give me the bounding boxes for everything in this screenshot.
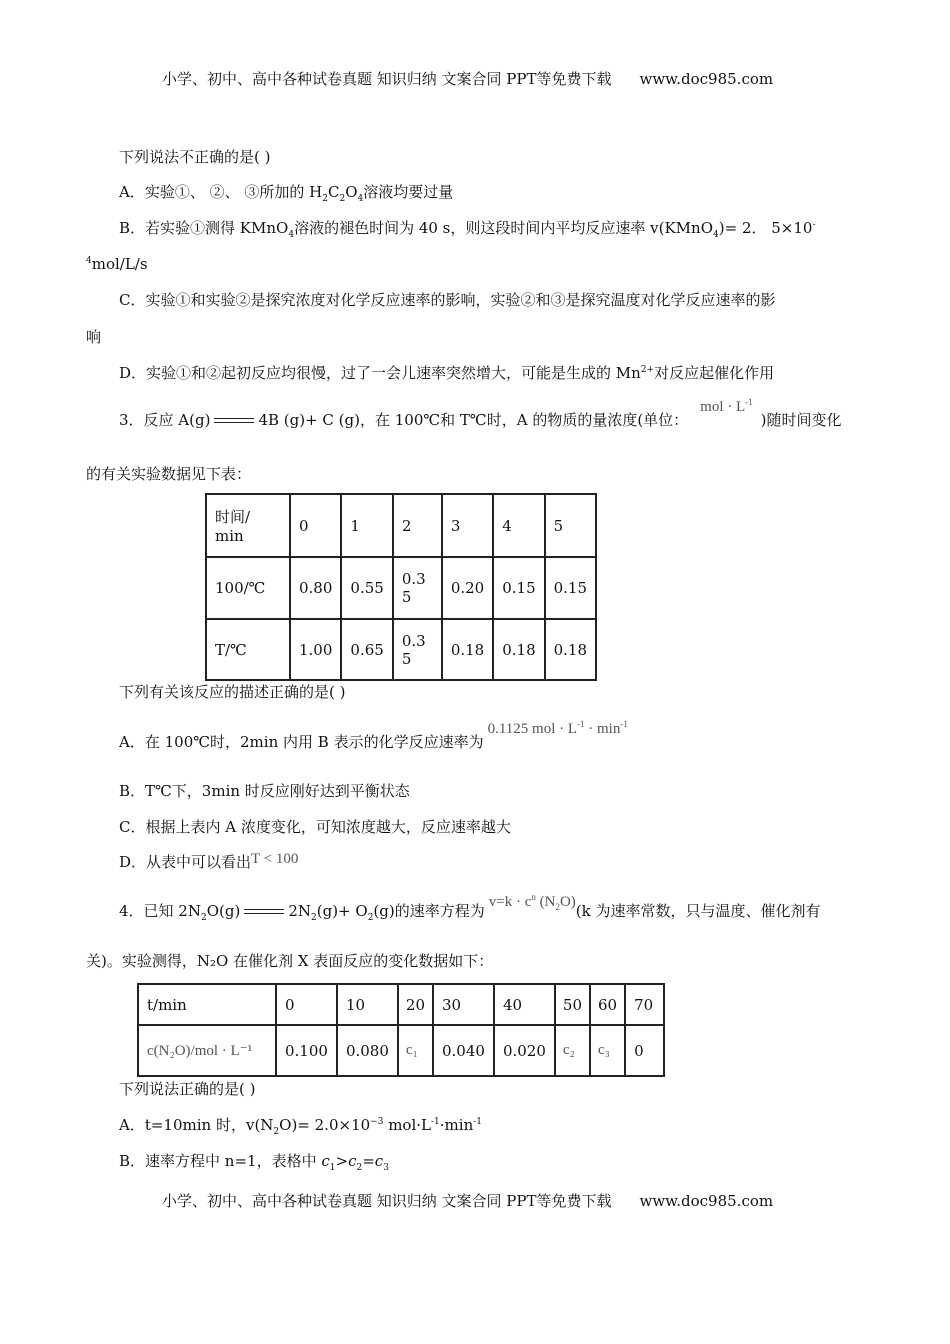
text-segment: 2 <box>555 902 560 912</box>
text-segment: mol·L <box>383 1116 431 1134</box>
text-segment: 2 <box>356 1163 363 1173</box>
text-segment: )= 2． 5×10 <box>718 219 813 237</box>
table-cell: 60 <box>590 984 625 1025</box>
table-row <box>206 494 596 557</box>
text-segment: c <box>348 1152 357 1170</box>
table-cell: c₃ <box>590 1025 625 1076</box>
text-segment: B．若实验①测得 KMnO <box>119 219 289 237</box>
q3-stem-cont: 的有关实验数据见下表： <box>86 465 252 483</box>
equilibrium-arrow-icon <box>244 907 284 917</box>
text-segment: -1 <box>431 1117 440 1127</box>
text-segment: 4．已知 2N <box>119 902 201 920</box>
table-cell: 0.55 <box>341 557 392 619</box>
table-cell: 0.15 <box>545 557 596 619</box>
rate-equation <box>489 894 576 910</box>
table-cell: 50 <box>555 984 590 1025</box>
text-segment: c <box>374 1152 384 1170</box>
table-row <box>138 1025 664 1076</box>
text-segment: c <box>321 1152 330 1170</box>
table-cell: t/min <box>138 984 276 1025</box>
table-cell: 0.080 <box>337 1025 398 1076</box>
text-segment: 2N <box>288 902 311 920</box>
table-cell: c₁ <box>398 1025 433 1076</box>
text-segment: 4 <box>713 230 719 240</box>
text-segment: C <box>327 183 340 201</box>
text-segment: -1 <box>577 719 585 729</box>
text-segment: ·min <box>439 1116 474 1134</box>
text-segment: 2 <box>273 1127 280 1137</box>
table-cell: 1.00 <box>290 619 341 680</box>
text-segment: 4B (g)+ C (g)，在 100℃和 T℃时，A 的物质的量浓度(单位： <box>258 411 689 429</box>
q3-stem <box>119 397 842 430</box>
table-cell: 0.18 <box>493 619 544 680</box>
text-segment: -1 <box>745 397 753 407</box>
q3-option-d <box>119 853 298 872</box>
text-segment: A．实验①、 ②、 ③所加的 H <box>119 183 323 201</box>
table-cell: 0.18 <box>545 619 596 680</box>
text-segment: - <box>812 220 816 230</box>
table-cell: 0.3 5 <box>393 557 442 619</box>
unit-formula <box>700 399 753 415</box>
header-text: 小学、初中、高中各种试卷真题 知识归纳 文案合同 PPT等免费下载 <box>162 70 612 88</box>
text-segment: 2 <box>339 194 346 204</box>
text-segment: T < 100 <box>251 851 299 867</box>
q4-question: 下列说法正确的是( ) <box>119 1080 256 1098</box>
table-cell: 0.3 5 <box>393 619 442 680</box>
q3-option-b: B．T℃下，3min 时反应刚好达到平衡状态 <box>119 782 410 800</box>
q3-question: 下列有关该反应的描述正确的是( ) <box>119 683 346 701</box>
q2-option-c: C．实验①和实验②是探究浓度对化学反应速率的影响，实验②和③是探究温度对化学反应速率的影 <box>119 291 776 309</box>
text-segment: B．速率方程中 n=1，表格中 <box>119 1152 322 1170</box>
table-cell: 20 <box>398 984 433 1025</box>
text-segment: 2 <box>322 194 328 204</box>
text-segment: 4 <box>86 256 92 266</box>
q4-stem-cont: 关)。实验测得，N₂O 在催化剂 X 表面反应的变化数据如下： <box>86 952 494 970</box>
text-segment: A．t=10min 时，v(N <box>119 1116 274 1134</box>
q4-option-b <box>119 1152 389 1173</box>
text-segment: 对反应起催化作用 <box>654 364 775 382</box>
table-cell: 1 <box>341 494 392 557</box>
text-segment: 2 <box>200 913 207 923</box>
page-header <box>162 70 773 88</box>
text-segment: (g)+ O <box>316 902 368 920</box>
footer-text: 小学、初中、高中各种试卷真题 知识归纳 文案合同 PPT等免费下载 <box>162 1192 612 1210</box>
text-segment: -1 <box>620 719 628 729</box>
text-segment: (k 为速率常数，只与温度、催化剂有 <box>575 902 821 920</box>
table-cell: 时间/ min <box>206 494 290 557</box>
q4-stem <box>119 892 821 923</box>
text-segment: v=k · c <box>488 894 532 910</box>
text-segment: 2+ <box>640 365 655 375</box>
text-segment: 4 <box>288 230 295 240</box>
text-segment: -1 <box>473 1117 483 1127</box>
table-cell: 4 <box>493 494 544 557</box>
text-segment: O(g) <box>206 902 241 920</box>
text-segment: 2 <box>367 913 374 923</box>
table-cell: 0 <box>290 494 341 557</box>
table-cell: 5 <box>545 494 596 557</box>
text-segment: 4 <box>357 194 364 204</box>
table-cell: 30 <box>433 984 494 1025</box>
table-cell: c₂ <box>555 1025 590 1076</box>
text-segment: > <box>335 1152 349 1170</box>
q2-option-d <box>119 364 774 382</box>
table-row <box>206 557 596 619</box>
q2-option-a <box>119 183 454 204</box>
footer-url: www.doc985.com <box>639 1192 774 1210</box>
table-cell: 40 <box>494 984 555 1025</box>
table-row <box>206 619 596 680</box>
table-cell: c(N₂O)/mol · L⁻¹ <box>138 1025 276 1076</box>
table-cell: 0.020 <box>494 1025 555 1076</box>
table-cell: 100/℃ <box>206 557 290 619</box>
table-row <box>138 984 664 1025</box>
equilibrium-arrow-icon <box>214 416 254 426</box>
text-segment: 溶液均要过量 <box>363 183 454 201</box>
table-cell: 0.20 <box>442 557 493 619</box>
q2-stem: 下列说法不正确的是( ) <box>119 148 271 166</box>
q3-option-c: C．根据上表内 A 浓度变化，可知浓度越大，反应速率越大 <box>119 818 511 836</box>
table-cell: 0.100 <box>276 1025 337 1076</box>
text-segment: O <box>345 183 358 201</box>
table-cell: T/℃ <box>206 619 290 680</box>
q4-option-a <box>119 1116 483 1137</box>
q2-option-c-cont: 响 <box>86 328 102 346</box>
table-cell: 0.65 <box>341 619 392 680</box>
text-segment: mol · L <box>700 399 746 415</box>
page-footer <box>162 1192 773 1210</box>
text-segment: 3 <box>383 1163 389 1173</box>
table-cell: 10 <box>337 984 398 1025</box>
rate-formula <box>488 721 628 737</box>
q4-data-table <box>137 983 665 1077</box>
table-cell: 0 <box>276 984 337 1025</box>
text-segment: n <box>531 892 536 902</box>
table-cell: 0.15 <box>493 557 544 619</box>
text-segment: A．在 100℃时，2min 内用 B 表示的化学反应速率为 <box>119 733 484 751</box>
text-segment: (g)的速率方程为 <box>373 902 485 920</box>
table-cell: 0 <box>625 1025 664 1076</box>
text-segment: 3．反应 A(g) <box>119 411 211 429</box>
text-segment: · min <box>584 721 621 737</box>
text-segment: O) <box>559 894 576 910</box>
q2-option-b-cont <box>86 255 148 273</box>
table-cell: 0.18 <box>442 619 493 680</box>
text-segment: 0.1125 mol · L <box>487 721 578 737</box>
text-segment: D．从表中可以看出 <box>119 853 252 871</box>
text-segment: 2 <box>311 913 317 923</box>
text-segment: O)= 2.0×10 <box>279 1116 371 1134</box>
q3-data-table <box>205 493 597 681</box>
q2-option-b <box>119 219 816 240</box>
table-cell: 3 <box>442 494 493 557</box>
text-segment: D．实验①和②起初反应均很慢，过了一会儿速率突然增大，可能是生成的 Mn <box>119 364 641 382</box>
q3-option-a <box>119 719 628 752</box>
text-segment: = <box>362 1152 375 1170</box>
text-segment: )随时间变化 <box>760 411 842 429</box>
text-segment: 溶液的褪色时间为 40 s，则这段时间内平均反应速率 v(KMnO <box>294 219 714 237</box>
table-cell: 0.80 <box>290 557 341 619</box>
table-cell: 70 <box>625 984 664 1025</box>
text-segment: (N <box>535 894 556 910</box>
table-cell: 2 <box>393 494 442 557</box>
text-segment: −3 <box>370 1117 384 1127</box>
header-url: www.doc985.com <box>639 70 774 88</box>
text-segment: mol/L/s <box>91 255 148 273</box>
table-cell: 0.040 <box>433 1025 494 1076</box>
text-segment: 1 <box>329 1163 336 1173</box>
